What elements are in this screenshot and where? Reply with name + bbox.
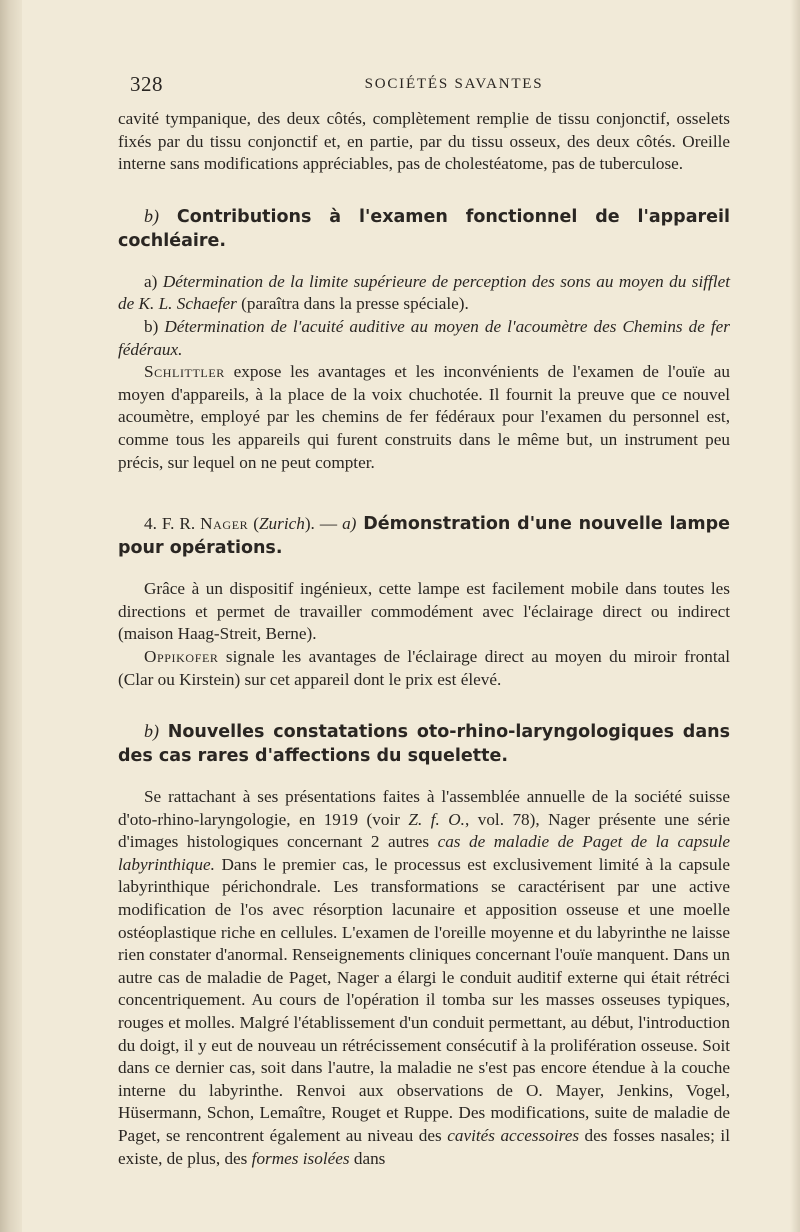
section-title: Démonstration d'une nouvelle lampe pour opérations. bbox=[118, 514, 730, 559]
section-letter: b) bbox=[144, 205, 159, 226]
italic-phrase: formes isolées bbox=[251, 1148, 350, 1168]
page-edge-shadow bbox=[790, 0, 800, 1232]
section-letter: a) bbox=[342, 514, 357, 534]
paragraph-text: des fosses nasales; il existe, de plus, des bbox=[118, 1126, 730, 1168]
item-letter: b) bbox=[144, 316, 165, 336]
punctuation: ( bbox=[248, 514, 259, 534]
item-rest: (paraîtra dans la presse spéciale). bbox=[236, 294, 469, 314]
spacer bbox=[118, 768, 730, 786]
item-letter: a) bbox=[144, 271, 163, 291]
spacer bbox=[118, 560, 730, 578]
running-head bbox=[118, 68, 730, 108]
item-title: Détermination de l'acuité auditive au moyen de l'acoumètre des Chemins de fer fédéraux. bbox=[118, 316, 730, 359]
page-number: 328 bbox=[130, 72, 163, 96]
paragraph-grace: Grâce à un dispositif ingénieux, cette lampe est facilement mobile dans toutes les directions et permet de travailler commodément avec l'éclairage direct ou indirect (maison Haag-Streit, Berne). bbox=[118, 579, 730, 644]
book-binding-shadow bbox=[0, 0, 22, 1232]
section-number: 4. F. R. bbox=[144, 514, 201, 534]
paragraph-text: expose les avantages et les inconvénients de l'examen de l'ouïe au moyen d'appareils, à la place de la voix chuchotée. Il fournit la preuve que ce nouvel acoumètre, employé par les chemins de fer fédéraux pour l'examen du personnel est, comme tous les appareils qui furent construits dans le même but, un instrument peu précis, sur lequel on ne peut compter. bbox=[118, 362, 730, 472]
paragraph-text: signale les avantages de l'éclairage direct au moyen du miroir frontal (Clar ou Kirstein) sur cet appareil dont le prix est élevé. bbox=[118, 646, 730, 689]
paragraph-text: Se rattachant à ses présentations faites à l'assemblée annuelle de la société suisse d'oto-rhino-laryngologie, en 1919 (voir bbox=[118, 787, 730, 829]
spacer bbox=[118, 176, 730, 204]
section-letter: b) bbox=[144, 721, 159, 742]
author-name: Oppikofer bbox=[144, 646, 219, 666]
author-name: Schlittler bbox=[144, 362, 225, 382]
punctuation: ). — bbox=[304, 514, 343, 534]
paragraph-paget bbox=[118, 786, 730, 1170]
journal-reference: Z. f. O. bbox=[408, 809, 465, 829]
item-a-determination bbox=[118, 271, 730, 316]
paragraph-schlittler bbox=[118, 361, 730, 474]
running-title: SOCIÉTÉS SAVANTES bbox=[364, 76, 544, 92]
author-name: Nager bbox=[200, 514, 249, 534]
paragraph-text: dans bbox=[349, 1148, 386, 1168]
section-heading-contributions bbox=[118, 204, 730, 253]
paragraph-text: , vol. 78), Nager présente une série d'images histologiques concernant 2 autres bbox=[118, 809, 730, 852]
item-title: Détermination de la limite supérieure de perception des sons au moyen du sifflet de K. L. Schaefer bbox=[118, 271, 730, 314]
spacer bbox=[118, 474, 730, 512]
spacer bbox=[118, 691, 730, 719]
book-page bbox=[118, 68, 730, 1170]
item-b-determination bbox=[118, 316, 730, 361]
paragraph-cavite: cavité tympanique, des deux côtés, complètement remplie de tissu conjonctif, osselets fixés par du tissu conjonctif et, en partie, par du tissu osseux, des deux côtés. Oreille interne sans modifications appréciables, pas de cholestéatome, pas de tuberculose. bbox=[118, 109, 730, 174]
italic-phrase: cavités accessoires bbox=[447, 1126, 580, 1145]
section-title: Nouvelles constatations oto-rhino-laryngologiques dans des cas rares d'affections du squelette. bbox=[118, 722, 730, 767]
italic-phrase: cas de maladie de Paget de la capsule labyrinthique. bbox=[118, 832, 730, 874]
section-title: Contributions à l'examen fonctionnel de l'appareil cochléaire. bbox=[118, 206, 730, 251]
paragraph-text: Dans le premier cas, le processus est exclusivement limité à la capsule labyrinthique périchondrale. Les transformations se caractérisent par une active modification de l'os avec résorption lacunaire et apposition osseuse et une moelle ostéoplastique riche en cellules. L'examen de l'oreille moyenne et du labyrinthe ne laisse rien constater d'anormal. Renseignements cliniques concernant l'ouïe manquent. Dans un autre cas de maladie de Paget, Nager a élargi le conduit auditif externe qui était rétréci concentriquement. Au cours de l'opération il tomba sur les masses osseuses typiques, rouges et molles. Malgré l'établissement d'un conduit permettant, au début, l'introduction du doigt, il y eut de nouveau un rétrécissement consécutif à la prolifération osseuse. Soit dans ce dernier cas, soit dans l'autre, la maladie ne s'est pas encore étendue à la couche interne du labyrinthe. Renvoi aux observations de O. Mayer, Jenkins, Vogel, Hüsermann, Schon, Lemaître, Rouget et Ruppe. Des modifications, suite de maladie de Paget, se rencontrent également au niveau des bbox=[118, 854, 730, 1145]
author-city: Zurich bbox=[258, 514, 305, 534]
spacer bbox=[118, 253, 730, 271]
section-heading-nager bbox=[118, 512, 730, 560]
paragraph-oppikofer bbox=[118, 646, 730, 691]
section-heading-nouvelles bbox=[118, 719, 730, 768]
